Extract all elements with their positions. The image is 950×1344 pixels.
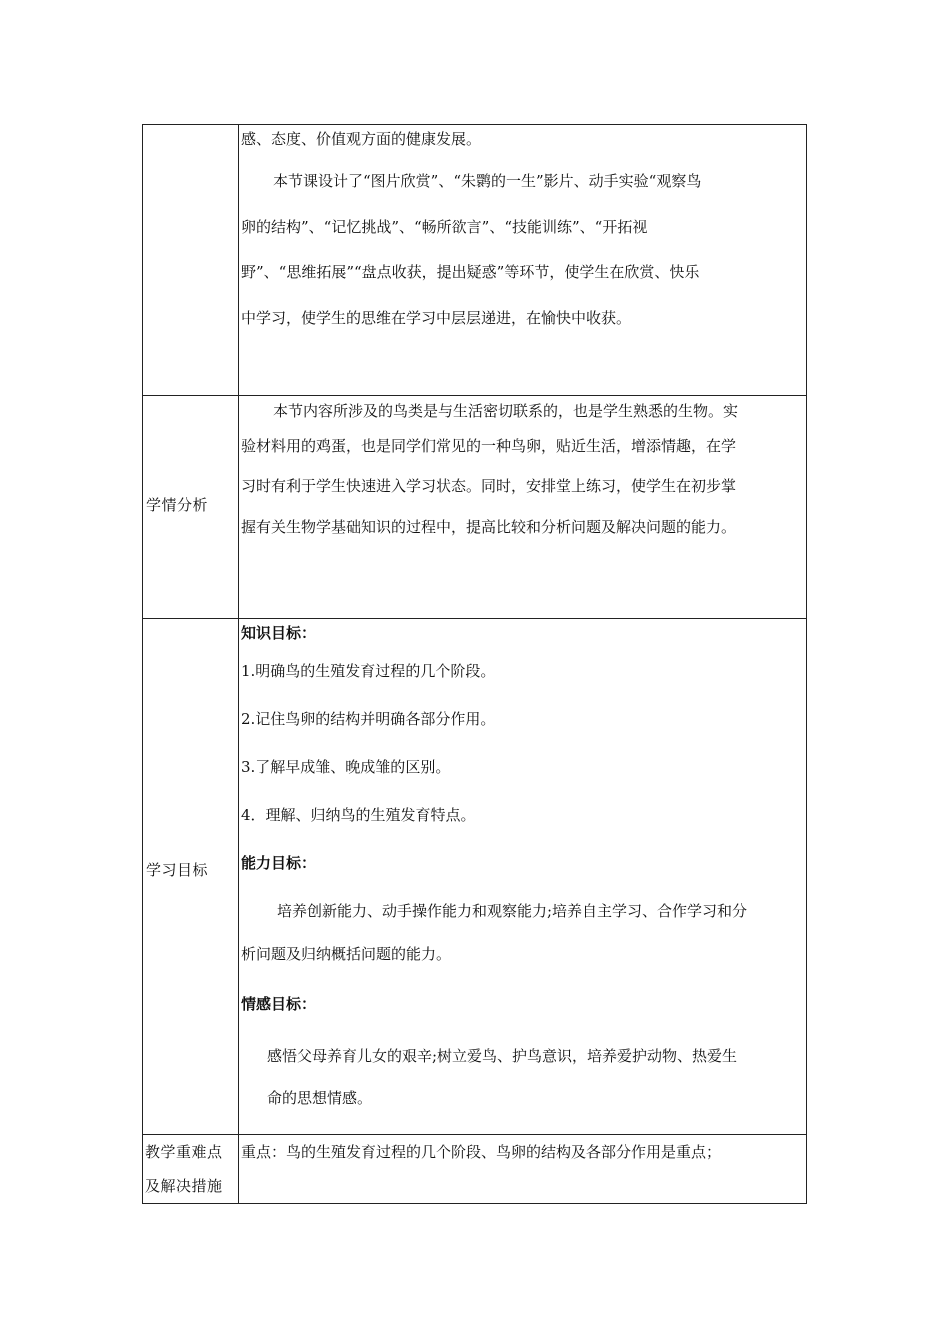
label-text: 学情分析 [146, 495, 209, 514]
row-content-learning-goals [239, 619, 807, 1135]
table-row-student-analysis [143, 396, 807, 619]
row-content-key-points [239, 1135, 807, 1204]
text-line: 命的思想情感。 [267, 1089, 373, 1107]
text-line: 卵的结构”、“记忆挑战”、“畅所欲言”、“技能训练”、“开拓视 [241, 217, 648, 236]
table-row-learning-goals [143, 619, 807, 1135]
text-line: 析问题及归纳概括问题的能力。 [241, 945, 452, 963]
list-item: 3.了解早成雏、晚成雏的区别。 [241, 758, 451, 776]
text-line: 中学习，使学生的思维在学习中层层递进，在愉快中收获。 [241, 308, 632, 327]
lesson-plan-table [142, 124, 807, 1204]
text-line: 感悟父母养育儿女的艰辛;树立爱鸟、护鸟意识，培养爱护动物、热爱生 [267, 1047, 738, 1065]
table-row-key-points [143, 1135, 807, 1204]
text-line: 野”、“思维拓展”“盘点收获，提出疑惑”等环节，使学生在欣赏、快乐 [241, 263, 700, 281]
text-line: 培养创新能力、动手操作能力和观察能力;培养自主学习、合作学习和分 [277, 902, 748, 920]
list-item: 4．理解、归纳鸟的生殖发育特点。 [241, 806, 476, 824]
row-label-empty [143, 125, 239, 396]
table-row-design [143, 125, 807, 396]
text-line: 习时有利于学生快速进入学习状态。同时，安排堂上练习，使学生在初步掌 [241, 477, 737, 495]
knowledge-goals-title: 知识目标： [241, 624, 317, 642]
label-line: 教学重难点 [145, 1143, 223, 1161]
emotion-goals-title: 情感目标： [241, 995, 317, 1013]
list-item: 1.明确鸟的生殖发育过程的几个阶段。 [241, 662, 496, 680]
label-line: 及解决措施 [145, 1177, 223, 1195]
text-line: 重点：鸟的生殖发育过程的几个阶段、鸟卵的结构及各部分作用是重点； [241, 1143, 722, 1161]
row-label-student-analysis [143, 396, 239, 619]
row-label-learning-goals [143, 619, 239, 1135]
ability-goals-title: 能力目标： [241, 854, 317, 872]
text-line: 验材料用的鸡蛋，也是同学们常见的一种鸟卵，贴近生活，增添情趣，在学 [241, 437, 737, 455]
text-line: 本节内容所涉及的鸟类是与生活密切联系的，也是学生熟悉的生物。实 [273, 402, 739, 420]
text-line: 握有关生物学基础知识的过程中，提高比较和分析问题及解决问题的能力。 [241, 518, 737, 536]
row-content-student-analysis [239, 396, 807, 619]
row-content-design [239, 125, 807, 396]
label-text: 学习目标 [146, 861, 209, 879]
text-line: 本节课设计了“图片欣赏”、“朱鹮的一生”影片、动手实验“观察鸟 [273, 172, 702, 190]
list-item: 2.记住鸟卵的结构并明确各部分作用。 [241, 710, 496, 728]
row-label-key-points [143, 1135, 239, 1204]
text-line: 感、态度、价值观方面的健康发展。 [241, 130, 482, 148]
